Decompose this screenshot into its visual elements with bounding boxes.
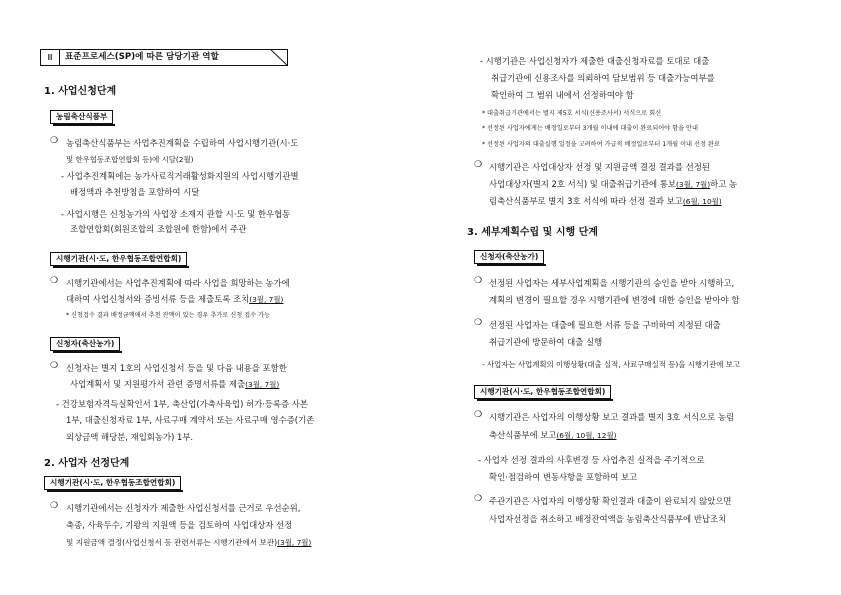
paragraph-text: 농림축산식품부는 사업추진계획을 수립하여 사업시행기관(시·도 [66,138,299,148]
schedule-underlined: (6월, 10월, 12월) [556,431,617,440]
schedule-underlined: (3월, 7월) [277,538,312,547]
section-banner [40,49,288,66]
footnote-text: * 선정된 사업자에게는 배정일로부터 3개월 이내에 대출이 완료되어야 함을 안내 [482,125,698,132]
bullet-icon: ❍ [50,501,59,511]
role-tag-agency: 시행기관(시·도, 한우협동조합연합회) [474,385,611,399]
schedule-underlined: (6월, 10월) [682,197,722,206]
paragraph-text: 취급기관에 신용조사를 의뢰하여 담보범위 등 대출가능여부를 [491,73,715,83]
role-tag-mafra: 농림축산식품부 [50,110,113,124]
paragraph-text: 축종, 사육두수, 기왕의 지원액 등을 검토하여 사업대상자 선정 [66,520,293,530]
banner-number: Ⅲ [41,50,60,65]
paragraph-text: 배정액과 추천방침을 포함하여 시달 [70,187,200,197]
bullet-icon: ❍ [474,160,483,170]
paragraph-text: 선정된 사업자는 대출에 필요한 서류 등을 구비하여 지정된 대출 [489,320,721,330]
paragraph-text: 시행기관은 사업대상자 선정 및 지원금액 결정 결과를 선정된 [489,162,710,172]
section-3-title: 3. 세부계획수립 및 시행 단계 [467,227,598,238]
footnote-text: * 신청접수 결과 배정금액에서 추천 잔액이 있는 경우 추가로 신청 접수 가능 [66,312,271,319]
schedule-underlined: (3월, 7월) [675,180,711,189]
paragraph-text: 사업계획서 및 지원평가서 관련 증명서류를 제출 [70,379,246,389]
schedule-underlined: (3월, 7월) [245,380,280,389]
paragraph-text [489,429,616,442]
bullet-icon: ❍ [474,276,483,286]
paragraph-text: - 건강보험자격득실확인서 1부, 축산업(가축사육업) 허가·등록증 사본 [56,399,308,409]
banner-title: 표준프로세스(SP)에 따른 담당기관 역할 [65,52,219,62]
bullet-icon: ❍ [50,361,59,371]
role-tag-applicant: 신청자(축산농가) [50,337,120,351]
paragraph-text: 사업대상자(별지 2호 서식) 및 대출취급기관에 통보 [489,179,676,189]
paragraph-text: 신청자는 별지 1호의 사업신청서 등을 및 다음 내용을 포함한 [66,363,287,373]
paragraph-text: 축산식품부에 보고 [489,430,557,440]
paragraph-text: - 사업자는 사업계획의 이행상황(대출 실적, 사료구매실적 등)을 시행기관에 보고 [482,360,741,369]
paragraph-text [489,195,722,208]
paragraph-text: 계획의 변경이 필요할 경우 시행기관에 변경에 대한 승인을 받아야 함 [489,295,740,305]
paragraph-text: 림축산식품부로 별지 3호 서식에 따라 선정 결과 보고 [489,196,683,206]
footnote-text: * 대출취급기관에서는 별지 제5호 서식(신용조사서) 서식으로 회신 [482,110,662,117]
paragraph-text: 취급기관에 방문하여 대출 실행 [489,337,603,347]
paragraph-text: 시행기관은 사업자의 이행상황 보고 결과를 별지 3호 서식으로 농림 [489,412,735,422]
schedule-underlined: (3월, 7월) [249,295,284,304]
paragraph-text: 확인·점검하여 변동사항을 포함하여 보고 [489,472,638,482]
paragraph-text: 1부, 대출신청자료 1부, 사료구매 계약서 또는 사료구매 영수증(기존 [66,415,315,425]
paragraph-text: 대하여 사업신청서와 증빙서류 등을 제출토록 조치 [66,294,250,304]
bullet-icon: ❍ [474,410,483,420]
paragraph-text: 사업자선정을 취소하고 배정잔여액을 농림축산식품부에 반납조치 [489,514,727,524]
paragraph-text [66,536,311,549]
paragraph-text: 및 한우협동조합연합회 등)에 시달(2월) [66,155,194,164]
paragraph-text: - 사업자 선정 결과의 사후변경 등 사업추진 실적을 주기적으로 [478,455,705,465]
section-1-title: 1. 사업신청단계 [44,86,117,97]
bullet-icon: ❍ [474,318,483,328]
section-2-title: 2. 사업자 선정단계 [44,458,130,469]
paragraph-text: 선정된 사업자는 세부사업계획을 시행기관의 승인을 받아 시행하고, [489,278,735,288]
paragraph-text: 시행기관에서는 신청자가 제출한 사업신청서를 근거로 우선순위, [66,503,301,513]
paragraph-text: - 사업추진계획에는 농가사료직거래활성화지원의 사업시행기관별 [61,171,299,181]
paragraph-text [70,378,279,391]
bullet-icon: ❍ [474,494,483,504]
paragraph-text: 주관기관은 사업자의 이행상황 확인결과 대출이 완료되지 않았으면 [489,496,732,506]
role-tag-applicant: 신청자(축산농가) [474,250,544,264]
paragraph-text: - 사업시행은 신청농가의 사업장 소재지 관할 시·도 및 한우협동 [61,209,291,219]
paragraph-text: 조합연합회(회원조합의 조합원에 한함)에서 주관 [70,224,247,234]
paragraph-text: 하고 농 [710,179,738,189]
paragraph-text [489,178,737,191]
paragraph-text [66,293,283,306]
bullet-icon: ❍ [50,136,59,146]
paragraph-text: 확인하여 그 범위 내에서 선정하여야 함 [491,90,634,100]
paragraph-text: 외상금액 해당분, 재입회농가) 1부. [66,432,194,442]
paragraph-text: 및 지원금액 결정(사업신청서 등 관련서류는 시행기관에서 보관) [66,538,278,547]
paragraph-text: - 시행기관은 사업신청자가 제출한 대출신청자료를 토대로 대출 [480,56,710,66]
role-tag-agency: 시행기관(시·도, 한우협동조합연합회) [50,252,187,266]
paragraph-text: 시행기관에서는 사업추진계획에 따라 사업을 희망하는 농가에 [66,278,290,288]
footnote-text: * 선정된 사업자의 대출실행 일정을 고려하여 가급적 배정일로부터 1개월 이내 선정 완료 [482,141,720,148]
bullet-icon: ❍ [50,276,59,286]
banner-arrow-decoration [270,49,290,66]
role-tag-agency: 시행기관(시·도, 한우협동조합연합회) [44,476,181,490]
